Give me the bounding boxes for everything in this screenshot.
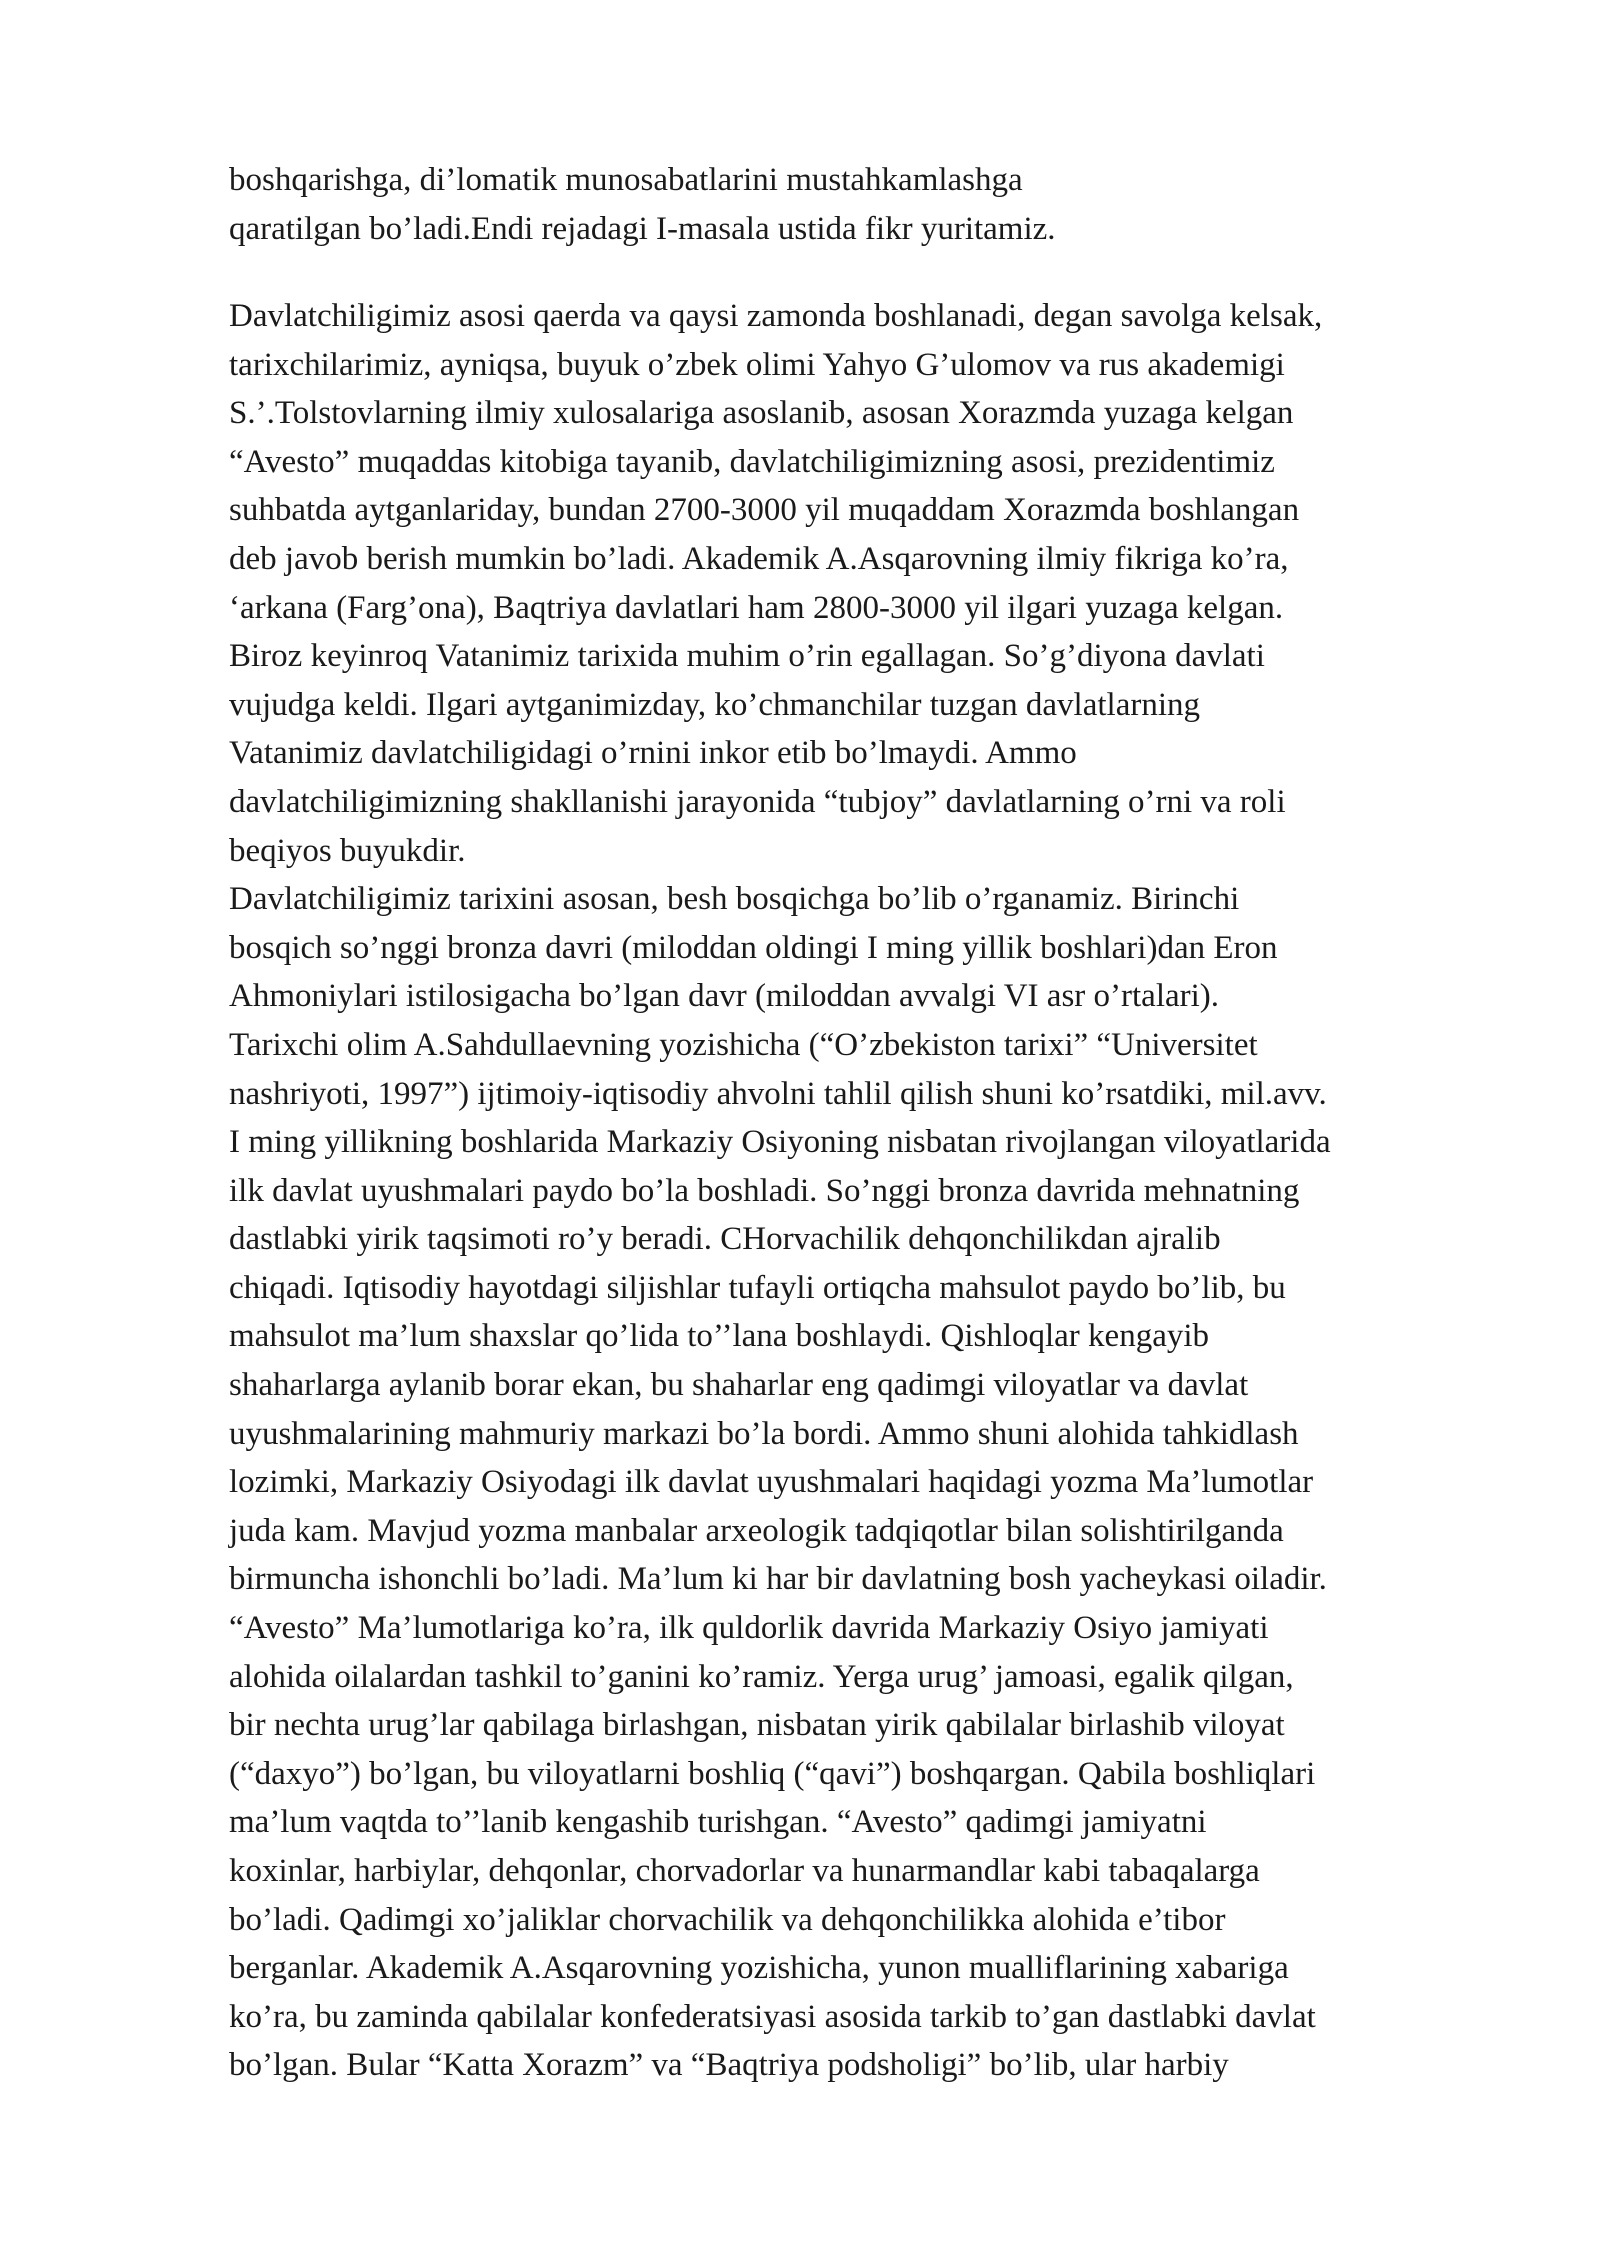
text-line: dastlabki yirik taqsimoti ro’y beradi. CHorvachilik dehqonchilikdan ajralib — [229, 1221, 1221, 1258]
text-line: birmuncha ishonchli bo’ladi. Ma’lum ki har bir davlatning bosh yacheykasi oiladir. — [229, 1561, 1327, 1598]
text-line: ma’lum vaqtda to’’lanib kengashib turishgan. “Avesto” qadimgi jamiyatni — [229, 1804, 1207, 1841]
text-line: Tarixchi olim A.Sahdullaevning yozishicha (“O’zbekiston tarixi” “Universitet — [229, 1026, 1258, 1063]
text-line: deb javob berish mumkin bo’ladi. Akademik A.Asqarovning ilmiy fikriga ko’ra, — [229, 540, 1289, 577]
text-line: qaratilgan bo’ladi.Endi rejadagi I-masala ustida fikr yuritamiz. — [229, 210, 1056, 247]
text-line: ko’ra, bu zaminda qabilalar konfederatsiyasi asosida tarkib to’gan dastlabki davlat — [229, 1998, 1316, 2035]
text-line: beqiyos buyukdir. — [229, 832, 466, 869]
text-line: vujudga keldi. Ilgari aytganimizday, ko’chmanchilar tuzgan davlatlarning — [229, 686, 1201, 723]
text-line: (“daxyo”) bo’lgan, bu viloyatlarni boshliq (“qavi”) boshqargan. Qabila boshliqlari — [229, 1755, 1316, 1792]
text-line: ilk davlat uyushmalari paydo bo’la boshladi. So’nggi bronza davrida mehnatning — [229, 1172, 1300, 1209]
text-line: chiqadi. Iqtisodiy hayotdagi siljishlar tufayli ortiqcha mahsulot paydo bo’lib, bu — [229, 1269, 1286, 1306]
text-line: juda kam. Mavjud yozma manbalar arxeologik tadqiqotlar bilan solishtirilganda — [229, 1512, 1284, 1549]
text-line: nashriyoti, 1997”) ijtimoiy-iqtisodiy ahvolni tahlil qilish shuni ko’rsatdiki, mil.avv. — [229, 1075, 1327, 1112]
text-line: “Avesto” Ma’lumotlariga ko’ra, ilk quldorlik davrida Markaziy Osiyo jamiyati — [229, 1610, 1269, 1647]
paragraph-besh-bosqich — [229, 875, 1519, 2090]
intro-paragraph — [229, 156, 1519, 253]
paragraph-davlatchilik-asosi — [229, 292, 1519, 875]
text-line: alohida oilalardan tashkil to’ganini ko’ramiz. Yerga urug’ jamoasi, egalik qilgan, — [229, 1658, 1294, 1695]
text-line: Davlatchiligimiz asosi qaerda va qaysi zamonda boshlanadi, degan savolga kelsak, — [229, 298, 1323, 334]
text-line: I ming yillikning boshlarida Markaziy Osiyoning nisbatan rivojlangan viloyatlarida — [229, 1124, 1331, 1161]
text-line: ‘arkana (Farg’ona), Baqtriya davlatlari ham 2800-3000 yil ilgari yuzaga kelgan. — [229, 589, 1284, 626]
text-line: Biroz keyinroq Vatanimiz tarixida muhim o’rin egallagan. So’g’diyona davlati — [229, 638, 1265, 675]
text-line: Davlatchiligimiz tarixini asosan, besh bosqichga bo’lib o’rganamiz. Birinchi — [229, 881, 1240, 918]
text-line: uyushmalarining mahmuriy markazi bo’la bordi. Ammo shuni alohida tahkidlash — [229, 1415, 1299, 1452]
text-line: suhbatda aytganlariday, bundan 2700-3000 yil muqaddam Xorazmda boshlangan — [229, 492, 1300, 529]
text-line: Vatanimiz davlatchiligidagi o’rnini inkor etib bo’lmaydi. Ammo — [229, 735, 1077, 772]
text-line: bo’ladi. Qadimgi xo’jaliklar chorvachilik va dehqonchilikka alohida e’tibor — [229, 1901, 1226, 1938]
body-paragraphs — [229, 292, 1519, 2090]
text-line: shaharlarga aylanib borar ekan, bu shaharlar eng qadimgi viloyatlar va davlat — [229, 1367, 1249, 1404]
text-line: bosqich so’nggi bronza davri (miloddan oldingi I ming yillik boshlari)dan Eron — [229, 929, 1278, 966]
text-line: berganlar. Akademik A.Asqarovning yozishicha, yunon mualliflarining xabariga — [229, 1950, 1289, 1987]
text-line: bo’lgan. Bular “Katta Xorazm” va “Baqtriya podsholigi” bo’lib, ular harbiy — [229, 2047, 1229, 2084]
text-line: lozimki, Markaziy Osiyodagi ilk davlat uyushmalari haqidagi yozma Ma’lumotlar — [229, 1464, 1314, 1501]
text-line: boshqarishga, di’lomatik munosabatlarini mustahkamlashga — [229, 162, 1023, 198]
text-line: tarixchilarimiz, ayniqsa, buyuk o’zbek olimi Yahyo G’ulomov va rus akademigi — [229, 346, 1285, 383]
text-line: bir nechta urug’lar qabilaga birlashgan, nisbatan yirik qabilalar birlashib viloyat — [229, 1707, 1285, 1744]
text-line: “Avesto” muqaddas kitobiga tayanib, davlatchiligimizning asosi, prezidentimiz — [229, 443, 1275, 480]
text-line: Ahmoniylari istilosigacha bo’lgan davr (miloddan avvalgi VI asr o’rtalari). — [229, 978, 1220, 1015]
text-line: mahsulot ma’lum shaxslar qo’lida to’’lana boshlaydi. Qishloqlar kengayib — [229, 1318, 1210, 1355]
text-line: koxinlar, harbiylar, dehqonlar, chorvadorlar va hunarmandlar kabi tabaqalarga — [229, 1853, 1260, 1889]
text-line: davlatchiligimizning shakllanishi jarayonida “tubjoy” davlatlarning o’rni va roli — [229, 783, 1286, 820]
text-line: S.’.Tolstovlarning ilmiy xulosalariga asoslanib, asosan Xorazmda yuzaga kelgan — [229, 395, 1294, 432]
